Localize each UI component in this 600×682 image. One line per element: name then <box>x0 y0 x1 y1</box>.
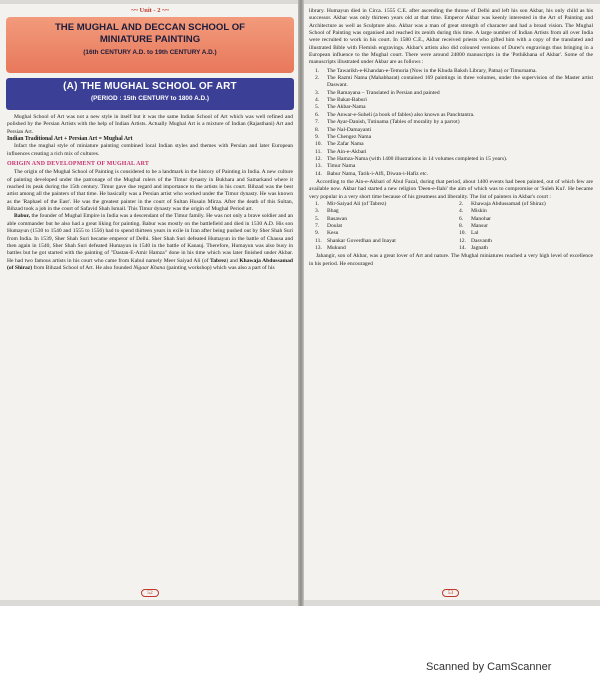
manuscript-text: The Akbar-Nama <box>327 104 366 111</box>
manuscript-text: The Chengez Nama <box>327 133 372 140</box>
right-page <box>301 4 600 600</box>
manuscript-number: 14. <box>315 170 322 177</box>
manuscript-item <box>309 127 593 134</box>
artist-name: Bhag <box>327 208 339 215</box>
artist-item <box>453 245 593 252</box>
manuscript-item <box>309 171 593 178</box>
manuscript-text: Timur Nama <box>327 163 356 170</box>
chapter-subtitle: (16th CENTURY A.D. to 19th CENTURY A.D.) <box>83 49 217 56</box>
khawaja-text: Khawaja Abdussamad (of Shiraz) <box>7 257 293 271</box>
artist-name: Lal <box>471 230 479 237</box>
manuscript-item <box>309 97 593 104</box>
scanner-watermark: Scanned by CamScanner <box>426 661 552 673</box>
humayun-akbar-paragraph: library. Humayun died in Circa. 1555 C.E. after ascending the throne of Delhi and left his son Akbar, his only child as his successor. Akbar was only thirteen years old at that time. Emperor Akbar was keenly interested in the Art of Painting and Architecture as well as Sculpture also. Akbar was a man of great strength of character and had a broad vision. The Mughal School of Painting was organised and reached its zenith during this time. A large number of Indian Artists from all over India were recruited to work in his court. In 1580 C.E., Akbar received priests who gifted him with a copy of the translated and illustrated Bible with Flemish engravings. Akbar's artists also did coloured versions of Durer's engravings thus bringing in a European influence to the Mughal court. There were around 24000 manuscripts in the 'Pothikhana of Akbar'. Some of the manuscripts illustrated under Akbar are as follows : <box>309 8 593 66</box>
artist-number: 3. <box>315 208 320 215</box>
artist-name: Kesu <box>327 230 339 237</box>
artist-name: Miskin <box>471 208 487 215</box>
artist-name: Basawan <box>327 215 348 222</box>
manuscript-text: The Razmi Nama (Mahabharat) contained 169 paintings in three volumes, under the supervision of the Master artist Daswant. <box>327 75 593 89</box>
manuscript-text: Babur Nama, Tarik-i-Alfi, Diwan-i-Hafiz etc. <box>327 170 429 177</box>
artist-item <box>309 238 449 245</box>
artist-number: 1. <box>315 200 320 207</box>
formula-line: Indian Traditional Art + Persian Art = Mughal Art <box>7 136 133 143</box>
left-page <box>0 4 300 600</box>
manuscript-item <box>309 156 593 163</box>
section-title: (A) THE MUGHAL SCHOOL OF ART <box>63 81 237 92</box>
artist-number: 2. <box>459 200 464 207</box>
jahangir-paragraph: Jahangir, son of Akbar, was a great lover of Art and nature. The Mughal miniatures reached a very high level of excellence in his period. He encouraged <box>309 253 593 267</box>
artist-item <box>309 223 449 230</box>
manuscript-text: The Tawarikh-e-Khandan-e-Temuria (Now in the Khuda Baksh Library, Patna) or Timurnama. <box>327 67 537 74</box>
manuscript-number: 2. <box>315 75 320 82</box>
artist-name: Khawaja Abdussamad (of Shiraz) <box>471 200 546 207</box>
babur-text: the founder of Mughal Empire in India was a descendant of the Timur family. He was not only a brave soldier and an able commander but he also had a great liking for painting. Babur was mostly on the battlefield and died in 1530 A.D. His son Humayun (1530 to 1540 and 1555 to 1556) had to spend thirteen years in exile in Iran after being pushed out by Sher Shah Suri from India. In 1539, Sher Shah Suri became emperor of Delhi. Sher Shah Suri defeated Humayun in the battle of Chausa and then again in 1540, Sher Shah Suri defeated Humayun in 1540 in the battle of Kanauj. Therefore, Humayun was also busy in battles but he got started with the painting of "Dastan-E-Amir Hamza" done in his time which was later finished under Akbar. He had two famous artists in his court who came from Kabul namely Meer Saiyad Ali (of <box>7 213 293 264</box>
manuscript-item <box>309 119 593 126</box>
manuscript-number: 9. <box>315 133 320 140</box>
artist-number: 7. <box>315 222 320 229</box>
manuscript-number: 13. <box>315 163 322 170</box>
manuscript-number: 12. <box>315 155 322 162</box>
artist-number: 14. <box>459 245 466 251</box>
manuscript-item <box>309 90 593 97</box>
manuscript-number: 4. <box>315 97 320 104</box>
artist-list <box>309 201 593 252</box>
nigaar-khana-text: Nigaar Khana <box>133 264 166 271</box>
manuscript-number: 11. <box>315 148 322 155</box>
artist-number: 8. <box>459 222 464 229</box>
artist-name: Mir-Saiyad Ali (of Tabrez) <box>327 200 387 207</box>
artist-item <box>453 230 593 237</box>
artist-number: 4. <box>459 208 464 215</box>
manuscript-text: The Ain-e-Akbari <box>327 148 367 155</box>
manuscript-text: The Anwar-e-Suheli (a book of fables) also known as Panchtantra. <box>327 111 475 118</box>
artist-name: Mukund <box>327 245 346 251</box>
manuscript-number: 10. <box>315 141 322 148</box>
manuscript-item <box>309 104 593 111</box>
artist-number: 9. <box>315 230 320 237</box>
origin-heading: ORIGIN AND DEVELOPMENT OF MUGHAL ART <box>7 161 149 168</box>
artist-number: 10. <box>459 230 466 237</box>
artist-number: 11. <box>315 237 322 244</box>
babur-name: Babur, <box>14 213 30 220</box>
manuscript-item <box>309 68 593 75</box>
artist-name: Dasvanth <box>471 237 492 244</box>
artist-number: 6. <box>459 215 464 222</box>
artist-number: 12. <box>459 237 466 244</box>
intro-paragraph: Mughal School of Art was not a new style in itself but it was the same Indian School of Art which was well refined and polished by the Persian Artists with the help of Indian Artists. Actually Mughal Art is a mixture of Indian (Rajasthani) Art and Persian Art. <box>7 114 293 135</box>
manuscript-item <box>309 163 593 170</box>
section-period: (PERIOD : 15th CENTURY to 1800 A.D.) <box>90 95 209 102</box>
origin-paragraph: The origin of the Mughal School of Painting is considered to be a landmark in the history of Painting in India. A new culture of painting developed under the patronage of the Mughal rulers of the Timur dynasty in Bukhara and Samarkand where it reached its peak during the 15th century. Timur gave due regard and importance to the artists in his court. Bihzad was the best artist among all the painters of that time. He basically was a Persian artist who worked under the Timur dynasty. He was known as the 'Raphael of the East'. He was the greatest painter in the court of Sultan Husain Mirza. After the death of this Sultan, Bihzad took a job in the court of Safavid Shah Ismail. This Timur dynasty was the origin of Mughal Period art. <box>7 169 293 213</box>
manuscript-item <box>309 149 593 156</box>
manuscript-number: 3. <box>315 89 320 96</box>
and-text: ) and <box>226 257 240 264</box>
manuscript-number: 7. <box>315 119 320 126</box>
manuscript-number: 1. <box>315 67 320 74</box>
artist-item <box>453 201 593 208</box>
page-number-left <box>0 589 300 597</box>
artist-item <box>309 201 449 208</box>
babur-tail-text: (painting workshop) which was also a part of his <box>165 264 275 271</box>
book-gutter <box>298 0 304 606</box>
artist-name: Doulat <box>327 222 343 229</box>
manuscript-text: The Ramayana – Translated in Persian and painted <box>327 89 440 96</box>
artist-item <box>453 216 593 223</box>
artist-name: Mansur <box>471 222 488 229</box>
manuscript-number: 8. <box>315 126 320 133</box>
chapter-title-line-1: THE MUGHAL AND DECCAN SCHOOL OF <box>54 22 246 33</box>
manuscript-text: The Ayar-Danish, Tutinama (Tables of morality by a parrot) <box>327 119 460 126</box>
artist-item <box>453 223 593 230</box>
tabrez-text: Tabrez <box>210 257 227 264</box>
babur-end-text: from Bihzad School of Art. He also founded <box>32 264 134 271</box>
manuscript-list <box>309 68 593 178</box>
left-page-body <box>0 114 300 272</box>
right-page-body <box>301 4 600 268</box>
section-title-box <box>6 78 294 110</box>
artist-number: 13. <box>315 245 322 251</box>
manuscript-text: The Bakat-Baburi <box>327 97 367 104</box>
artist-name: Jagnath <box>471 245 488 251</box>
page-number-right-label: 53 <box>442 589 460 597</box>
artist-item <box>453 238 593 245</box>
infact-paragraph: Infact the mughal style of miniature painting combined local Indian styles and themes with Persian and later European influences creating a rich mix of cultures. <box>7 143 293 157</box>
artist-item <box>309 208 449 215</box>
artist-item <box>309 216 449 223</box>
babur-paragraph <box>7 213 293 272</box>
artist-item <box>309 245 449 252</box>
page-number-left-label: 52 <box>141 589 159 597</box>
artist-item <box>309 230 449 237</box>
ain-paragraph: According to the Ain-e-Akbari of Abul Fazal, during that period, about 1400 events had been painted, out of which few are available now. Akbar had started a new religion 'Deen-e-Ilahi' the aim of which was to compromise or 'Suleh Kul'. He became very popular in a very short time because of his greatness and liberality. The list of painters in Akbar's court : <box>309 178 593 200</box>
manuscript-number: 6. <box>315 111 320 118</box>
manuscript-item <box>309 141 593 148</box>
artist-name: Shankar Goverdhan and Inayat <box>327 237 396 244</box>
artist-number: 5. <box>315 215 320 222</box>
manuscript-item <box>309 75 593 90</box>
manuscript-number: 5. <box>315 104 320 111</box>
manuscript-text: The Zafar Nama <box>327 141 364 148</box>
chapter-title-box <box>6 17 294 73</box>
artist-item <box>453 208 593 215</box>
page-number-right <box>301 589 600 597</box>
chapter-title-line-2: MINIATURE PAINTING <box>99 34 201 45</box>
artist-name: Manohar <box>471 215 492 222</box>
manuscript-text: The Hamza-Nama (with 1400 illustrations in 14 volumes completed in 15 years). <box>327 155 508 162</box>
manuscript-text: The Nal-Damayanti <box>327 126 372 133</box>
unit-label: ~~ Unit - 2 ~~ <box>131 7 169 14</box>
